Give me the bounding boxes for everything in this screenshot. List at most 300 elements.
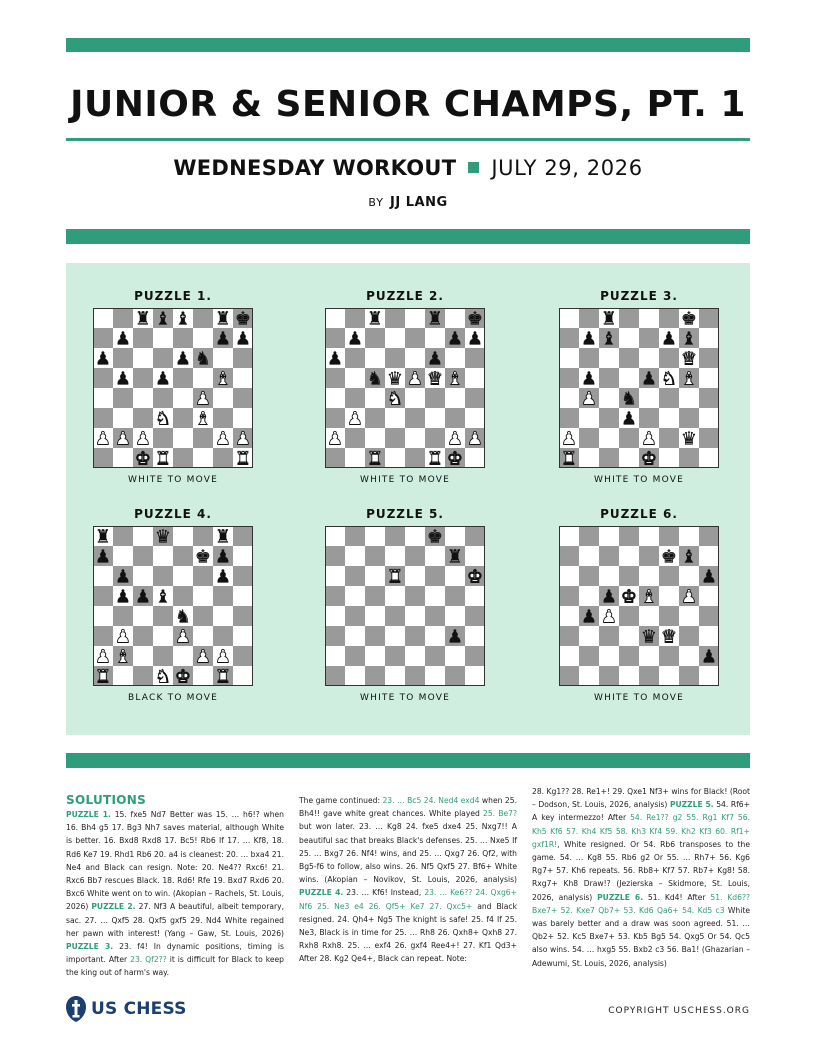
side-to-move: WHITE TO MOVE [360,693,450,703]
board-square [560,606,579,626]
board-square [579,448,599,467]
solution-text: , White resigned. Or 54. Rb6 transposes to the game. 54. … Kg8 55. Rb6 g2 Or 55. … Rh7+ 56. Kg6 Rg7+ 57. Kh6 repeats. 56. Rb8+ Kf7 57. Rb7+ Kg8! 58. Rxg7+ Kh8 Draw!? (Jezierska – Skidmore, St. Louis, 2026, analysis) [532,839,750,902]
move-variation: 51. Kd6?? Bxe7+ 52. Kxe7 Qb7+ 53. Kd6 Qa6+ 54. Kd5 c3 [532,892,750,915]
board-square [465,586,484,606]
board-square [365,408,385,428]
white-rook-icon: ♜ [234,448,252,467]
board-square [133,368,153,388]
solution-text: 15. fxe5 Nd7 Better was 15. … h6!? when 16. Bh4 g5 17. Bg3 Nh7 saves material, although White is better. 16. Bxd8 Rxd8 17. Bc5! Rb6 If 17. … Kf8, 18. Rd6 Ke7 19. Rhd1 Rb6 20. a4 is cleanest: 20. … bxa4 21. Ne4 and Black can resign. Note: 20. Ne4?? Rxc6! 21. Rxc6 Bb7 rescues Black. 18. Rd6! Rfe 19. Bxd7 Rxd6 20. Bxc6 White went on to win. (Akopian – Rachels, St. Louis, 2026) [66,810,284,912]
board-square [94,586,113,606]
board-square [233,408,252,428]
white-knight-icon: ♞ [386,388,404,410]
board-square [599,527,619,546]
black-bishop-icon: ♝ [154,586,172,608]
board-square [560,586,579,606]
us-chess-logo [66,995,206,1023]
black-bishop-icon: ♝ [600,328,618,350]
board-square [619,626,639,646]
board-square [233,606,252,626]
board-square [659,388,679,408]
board-square [385,428,405,448]
board-square [560,546,579,566]
board-square [639,408,659,428]
board-square [345,626,365,646]
black-pawn-icon: ♟ [580,606,598,628]
board-square [579,646,599,666]
chess-board [93,308,253,468]
puzzle-label: PUZZLE 3. [66,942,114,952]
board-grid [94,527,252,685]
board-square [579,527,599,546]
white-pawn-icon: ♟ [114,626,132,648]
board-square [405,666,425,685]
board-square [699,348,718,368]
board-square [213,408,233,428]
side-to-move: WHITE TO MOVE [360,475,450,485]
puzzle-6 [559,507,719,703]
board-square [385,586,405,606]
board-square [385,448,405,467]
board-square [173,566,193,586]
board-square [560,388,579,408]
board-square [133,546,153,566]
solutions-text [299,794,517,966]
black-pawn-icon: ♟ [580,368,598,390]
board-square [619,546,639,566]
board-square [639,348,659,368]
black-knight-icon: ♞ [194,348,212,370]
board-square [345,646,365,666]
board-square [153,546,173,566]
board-square [639,527,659,546]
chess-board [93,526,253,686]
white-rook-icon: ♜ [154,448,172,467]
puzzle-title: PUZZLE 1. [134,289,212,303]
board-square [679,527,699,546]
puzzle-label: PUZZLE 2. [91,902,136,912]
white-pawn-icon: ♟ [94,646,112,668]
board-square [579,348,599,368]
board-square [445,646,465,666]
board-square [153,428,173,448]
board-square [113,546,133,566]
board-square [699,626,718,646]
move-variation: 25. Be7? [483,809,517,819]
board-square [699,527,718,546]
white-bishop-icon: ♝ [680,368,698,390]
board-square [193,586,213,606]
board-square [659,428,679,448]
board-square [465,546,484,566]
white-bishop-icon: ♝ [114,646,132,668]
board-square [193,328,213,348]
white-pawn-icon: ♟ [214,428,232,450]
board-square [345,566,365,586]
black-pawn-icon: ♟ [214,328,232,350]
move-variation: 54. Re1?? g2 55. Rg1 Kf7 56. Kh5 Kf6 57. Kh4 Kf5 58. Kh3 Kf4 59. Kh2 Kf3 60. Rf1+ gxf1R! [532,813,750,849]
board-square [560,527,579,546]
side-to-move: WHITE TO MOVE [128,475,218,485]
board-square [560,408,579,428]
black-king-icon: ♚ [660,546,678,568]
white-pawn-icon: ♟ [406,368,424,390]
board-square [365,388,385,408]
white-pawn-icon: ♟ [640,428,658,450]
top-band [66,38,750,52]
board-square [233,348,252,368]
board-square [659,527,679,546]
board-square [619,368,639,388]
black-rook-icon: ♜ [366,309,384,330]
board-square [113,408,133,428]
puzzle-panel [66,263,750,735]
board-square [425,388,445,408]
board-square [365,606,385,626]
board-square [113,309,133,328]
white-pawn-icon: ♟ [214,646,232,668]
black-pawn-icon: ♟ [640,368,658,390]
black-queen-icon: ♛ [154,527,172,548]
square-bullet-icon [468,162,479,173]
white-pawn-icon: ♟ [114,428,132,450]
board-square [326,666,345,685]
board-square [425,566,445,586]
black-pawn-icon: ♟ [600,586,618,608]
board-square [326,566,345,586]
board-square [599,428,619,448]
board-square [153,348,173,368]
board-square [173,428,193,448]
white-king-icon: ♚ [134,448,152,467]
white-pawn-icon: ♟ [134,428,152,450]
black-pawn-icon: ♟ [346,328,364,350]
board-square [425,666,445,685]
board-square [445,566,465,586]
board-square [425,626,445,646]
board-square [365,546,385,566]
board-square [213,586,233,606]
black-king-icon: ♚ [426,527,444,548]
solution-text: 28. Kg1?? 28. Re1+! 29. Qxe1 Nf3+ wins for Black! (Root – Dodson, St. Louis, 2026, analysis) [532,787,750,810]
board-square [133,527,153,546]
white-rook-icon: ♜ [366,448,384,467]
header-band-bottom [66,229,750,244]
board-square [385,666,405,685]
board-square [659,448,679,467]
black-pawn-icon: ♟ [700,566,718,588]
puzzle-title: PUZZLE 2. [366,289,444,303]
board-square [560,368,579,388]
board-square [465,368,484,388]
board-square [345,448,365,467]
board-square [679,666,699,685]
board-square [326,388,345,408]
board-square [133,566,153,586]
board-square [345,309,365,328]
board-square [385,646,405,666]
solution-text: and Black resigned. 24. Qh4+ Ng5 The knight is safe! 25. f4 If 25. Ne3, Black is in time for 25. … Rh8 26. Qxh8+ Qxh8 27. Rxh8 Rxh8. 25. … exf4 26. gxf4 Ree4+! 27. Kf1 Qd3+ After 28. Kg2 Qe4+, Black can repeat. Note: [299,901,517,964]
board-square [445,388,465,408]
board-square [699,428,718,448]
board-square [94,566,113,586]
board-square [405,586,425,606]
by-label: BY [368,196,385,209]
chess-board [325,308,485,468]
board-square [599,646,619,666]
subtitle [40,156,776,180]
board-square [659,408,679,428]
puzzle-title: PUZZLE 3. [600,289,678,303]
black-king-icon: ♚ [234,309,252,330]
board-square [173,586,193,606]
board-square [619,527,639,546]
black-rook-icon: ♜ [600,309,618,330]
board-square [213,626,233,646]
board-square [599,448,619,467]
board-square [425,646,445,666]
puzzle-label: PUZZLE 5. [669,800,714,810]
chess-king-logo-icon [66,995,86,1023]
board-square [425,428,445,448]
board-square [659,309,679,328]
board-square [94,328,113,348]
black-rook-icon: ♜ [94,527,112,548]
board-square [639,566,659,586]
board-square [345,368,365,388]
board-square [579,408,599,428]
board-square [133,646,153,666]
board-square [405,408,425,428]
board-square [560,309,579,328]
logo-wordmark: US CHESS [91,999,187,1019]
white-pawn-icon: ♟ [174,626,192,648]
board-square [445,527,465,546]
board-square [405,448,425,467]
board-square [465,666,484,685]
board-square [579,309,599,328]
black-knight-icon: ♞ [174,606,192,628]
side-to-move: WHITE TO MOVE [594,693,684,703]
solutions-column-3 [532,785,750,970]
black-bishop-icon: ♝ [154,309,172,330]
black-pawn-icon: ♟ [234,328,252,350]
white-rook-icon: ♜ [214,666,232,685]
board-square [213,448,233,467]
white-bishop-icon: ♝ [640,586,658,608]
board-square [465,626,484,646]
white-knight-icon: ♞ [154,408,172,430]
board-square [599,566,619,586]
black-pawn-icon: ♟ [114,368,132,390]
white-knight-icon: ♞ [154,666,172,685]
board-square [405,566,425,586]
board-square [639,546,659,566]
solution-text: but won later. 23. … Kg8 24. fxe5 dxe4 25. Nxg7!! A beautiful sac that breaks Black's defenses. 25. … Nxe5 If 25. … Bxg7 26. Nf4! wins, and 25. … Qxg7 26. Qf2, with Bg5-f6 to follow, also wins. 26. Nf5 Qxf5 27. Bf6+ White wins. (Akopian – Novikov, St. Louis, 2026, analysis) [299,822,517,885]
solutions-band [66,753,750,768]
board-square [173,328,193,348]
board-square [385,348,405,368]
board-square [113,448,133,467]
board-square [659,586,679,606]
solution-text: it is difficult for Black to keep the king out of harm's way. [66,955,284,978]
board-square [365,428,385,448]
board-square [173,368,193,388]
board-square [365,666,385,685]
board-square [153,646,173,666]
board-square [365,566,385,586]
page-title: JUNIOR & SENIOR CHAMPS, PT. 1 [70,84,746,125]
subtitle-series: WEDNESDAY WORKOUT [173,156,457,180]
black-pawn-icon: ♟ [134,586,152,608]
board-square [326,328,345,348]
black-pawn-icon: ♟ [114,566,132,588]
board-square [94,626,113,646]
board-square [699,586,718,606]
board-square [405,388,425,408]
solutions-text [532,785,750,970]
board-square [193,666,213,685]
board-square [639,388,659,408]
board-square [639,309,659,328]
byline [40,195,776,210]
board-square [659,566,679,586]
board-square [153,566,173,586]
board-square [465,388,484,408]
black-pawn-icon: ♟ [214,566,232,588]
board-square [425,586,445,606]
board-square [345,586,365,606]
white-queen-icon: ♛ [660,626,678,648]
board-square [619,566,639,586]
black-bishop-icon: ♝ [680,546,698,568]
board-square [465,448,484,467]
black-bishop-icon: ♝ [680,328,698,350]
board-grid [94,309,252,467]
board-square [679,448,699,467]
board-square [233,527,252,546]
chess-board [559,308,719,468]
board-square [326,309,345,328]
white-king-icon: ♚ [640,448,658,467]
board-square [445,309,465,328]
board-square [425,606,445,626]
white-pawn-icon: ♟ [680,586,698,608]
move-variation: 23. Qf2?? [130,955,167,965]
black-pawn-icon: ♟ [660,328,678,350]
board-square [153,626,173,646]
board-square [445,408,465,428]
board-square [193,606,213,626]
board-square [94,309,113,328]
board-square [445,586,465,606]
black-pawn-icon: ♟ [446,328,464,350]
board-square [599,666,619,685]
white-rook-icon: ♜ [386,566,404,588]
solutions-heading: SOLUTIONS [66,793,147,807]
white-pawn-icon: ♟ [194,646,212,668]
side-to-move: WHITE TO MOVE [594,475,684,485]
white-pawn-icon: ♟ [234,428,252,450]
board-square [113,348,133,368]
board-square [173,646,193,666]
board-square [213,348,233,368]
board-square [326,368,345,388]
board-square [233,368,252,388]
black-pawn-icon: ♟ [94,546,112,568]
puzzle-1 [93,289,253,485]
board-square [560,328,579,348]
board-square [365,646,385,666]
chess-board [559,526,719,686]
black-pawn-icon: ♟ [94,348,112,370]
board-square [699,388,718,408]
black-pawn-icon: ♟ [620,408,638,430]
copyright-notice: COPYRIGHT USCHESS.ORG [608,1006,750,1016]
board-square [233,546,252,566]
board-square [326,546,345,566]
board-square [326,626,345,646]
board-square [619,606,639,626]
chess-board [325,526,485,686]
board-square [173,546,193,566]
board-square [659,348,679,368]
board-square [579,566,599,586]
board-square [193,368,213,388]
puzzle-2 [325,289,485,485]
black-pawn-icon: ♟ [154,368,172,390]
board-square [699,448,718,467]
board-square [113,388,133,408]
solutions-section [66,787,750,992]
board-square [465,606,484,626]
black-rook-icon: ♜ [134,309,152,330]
board-square [579,626,599,646]
board-square [193,309,213,328]
board-square [405,328,425,348]
board-square [465,408,484,428]
white-queen-icon: ♛ [680,348,698,370]
author-name: JJ LANG [390,195,448,210]
board-square [699,368,718,388]
white-queen-icon: ♛ [426,368,444,390]
board-square [233,586,252,606]
puzzle-title: PUZZLE 4. [134,507,212,521]
board-square [599,388,619,408]
solutions-column-2 [299,794,517,966]
board-square [193,428,213,448]
board-square [345,666,365,685]
board-square [599,626,619,646]
board-square [113,666,133,685]
white-bishop-icon: ♝ [446,368,464,390]
board-square [560,646,579,666]
black-pawn-icon: ♟ [214,546,232,568]
board-square [193,527,213,546]
board-square [385,626,405,646]
black-bishop-icon: ♝ [174,309,192,330]
board-square [699,408,718,428]
black-knight-icon: ♞ [620,388,638,410]
board-square [639,606,659,626]
solution-text: 51. Kd4! After [643,892,711,902]
board-square [94,408,113,428]
black-pawn-icon: ♟ [114,586,132,608]
board-square [579,428,599,448]
board-square [465,646,484,666]
subtitle-date: JULY 29, 2026 [491,156,643,180]
board-square [345,546,365,566]
board-square [94,448,113,467]
